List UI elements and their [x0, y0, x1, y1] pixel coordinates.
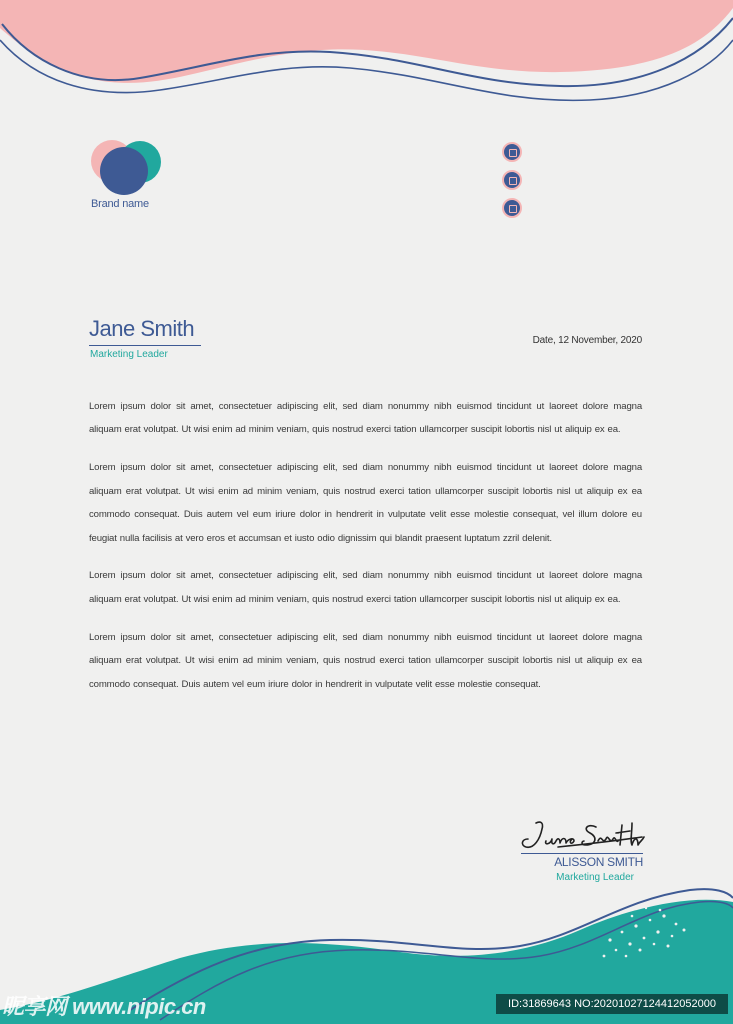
top-wave-decoration — [0, 0, 733, 120]
body-paragraph-2: Lorem ipsum dolor sit amet, consectetuer adipiscing elit, sed diam nonummy nibh euismod tincidunt ut laoreet dolore magna aliquam erat volutpat. Ut wisi enim ad minim veniam, quis nostrud exerci tation ullamcorper suscipit lobortis nisl ut aliquip ex ea commodo consequat. Duis autem vel eum iriure dolor in hendrerit in vulputate velit esse molestie consequat, vel illum dolore eu feugiat nulla facilisis at vero eros et accumsan et iusto odio dignissim qui blandit praesent luptatum zzril delenit. — [89, 462, 642, 544]
sender-name: Jane Smith — [89, 316, 195, 341]
signatory-name: ALISSON SMITH — [521, 853, 643, 869]
sender-divider — [89, 345, 201, 346]
image-id-watermark: ID:31869643 NO:20201027124412052000 — [496, 994, 728, 1014]
signatory-title: Marketing Leader — [556, 872, 634, 883]
site-watermark: 昵享网 www.nipic.cn — [2, 994, 206, 1019]
body-paragraph-3: Lorem ipsum dolor sit amet, consectetuer adipiscing elit, sed diam nonummy nibh euismod tincidunt ut laoreet dolore magna aliquam erat volutpat. Ut wisi enim ad minim veniam, quis nostrud exerci tation ullamcorper suscipit lobortis nisl ut aliquip ex ea. — [89, 570, 642, 605]
logo-navy-blob — [100, 147, 148, 195]
brand-name: Brand name — [91, 198, 149, 210]
letter-body — [89, 395, 642, 710]
phone-icon — [502, 142, 522, 162]
contact-icons — [502, 142, 528, 226]
web-icon — [502, 198, 522, 218]
sender-title: Marketing Leader — [90, 349, 168, 360]
body-paragraph-4: Lorem ipsum dolor sit amet, consectetuer adipiscing elit, sed diam nonummy nibh euismod tincidunt ut laoreet dolore magna aliquam erat volutpat. Ut wisi enim ad minim veniam, quis nostrud exerci tation ullamcorper suscipit lobortis nisl ut aliquip ex ea commodo consequat. Duis autem vel eum iriure dolor in hendrerit in vulputate velit esse molestie consequat. — [89, 631, 642, 690]
handwritten-signature — [518, 815, 646, 855]
letter-date: Date, 12 November, 2020 — [532, 335, 642, 346]
mail-icon — [502, 170, 522, 190]
body-paragraph-1: Lorem ipsum dolor sit amet, consectetuer adipiscing elit, sed diam nonummy nibh euismod tincidunt ut laoreet dolore magna aliquam erat volutpat. Ut wisi enim ad minim veniam, quis nostrud exerci tation ullamcorper suscipit lobortis nisl ut aliquip ex ea. — [89, 401, 642, 436]
